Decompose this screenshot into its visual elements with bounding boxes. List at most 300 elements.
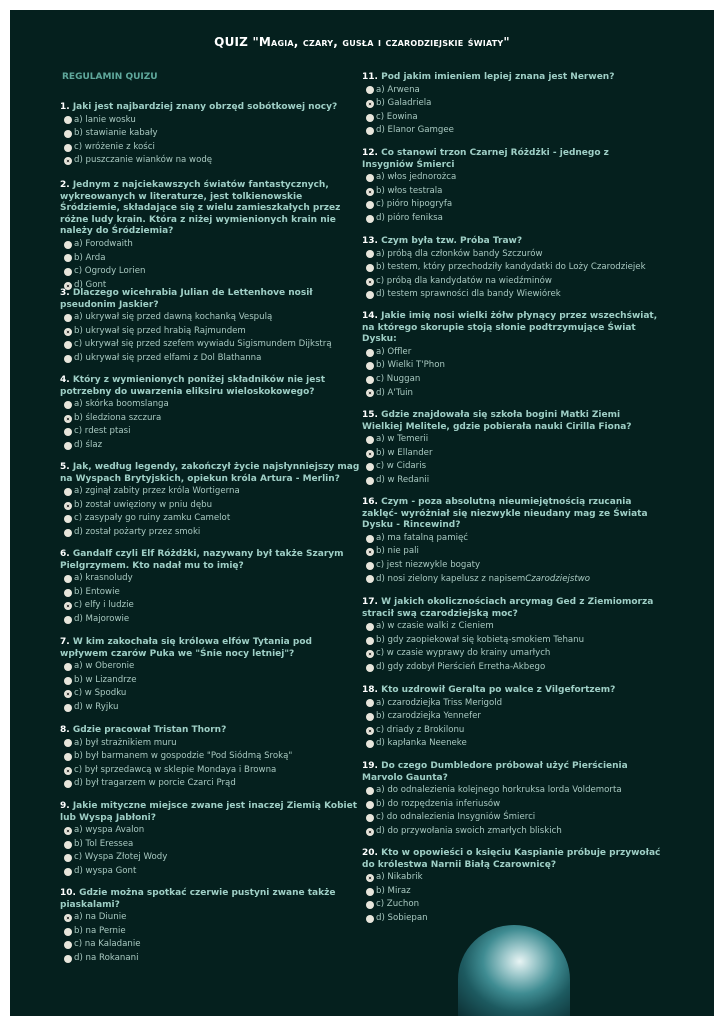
radio-icon[interactable]	[64, 442, 72, 450]
answer-option[interactable]	[362, 111, 662, 125]
answer-option[interactable]	[60, 141, 360, 155]
option-label: b) Wielki T'Phon	[376, 360, 445, 371]
question-text	[362, 848, 662, 871]
question-text	[362, 72, 662, 84]
option-label: a) Arwena	[376, 84, 420, 95]
option-label: c) próbą dla kandydatów na wiedźminów	[376, 275, 552, 286]
answer-option[interactable]	[362, 460, 662, 474]
radio-icon[interactable]	[366, 477, 374, 485]
answer-option[interactable]	[362, 798, 662, 812]
option-label: c) do odnalezienia Insygniów Śmierci	[376, 812, 536, 823]
answer-option[interactable]	[60, 687, 360, 701]
answer-option[interactable]	[362, 784, 662, 798]
question-block	[362, 148, 662, 226]
answer-option[interactable]	[362, 871, 662, 885]
option-label: a) Forodwaith	[74, 238, 133, 249]
option-label: a) lanie wosku	[74, 114, 136, 125]
radio-selected-icon[interactable]	[64, 415, 72, 423]
radio-icon[interactable]	[64, 955, 72, 963]
option-label: b) był barmanem w gospodzie "Pod Siódmą Sroką"	[74, 751, 293, 762]
question-text	[60, 549, 360, 572]
question-label: Gdzie znajdowała się szkoła bogini Matki Ziemi Wielkiej Melitele, gdzie pobierała nauki Cirilla Fiona?	[362, 410, 632, 432]
option-label: b) testem, który przechodziły kandydatki do Loży Czarodziejek	[376, 262, 646, 273]
option-label: a) wyspa Avalon	[74, 825, 145, 836]
question-label: Czym była tzw. Próba Traw?	[381, 236, 523, 246]
answer-option[interactable]	[362, 545, 662, 559]
radio-icon[interactable]	[64, 130, 72, 138]
question-label: Jakie mityczne miejsce zwane jest inaczej Ziemią Kobiet lub Wyspą Jabłoni?	[60, 801, 358, 823]
question-block	[362, 761, 662, 839]
question-block	[362, 597, 662, 675]
answer-option[interactable]	[60, 412, 360, 426]
radio-icon[interactable]	[64, 589, 72, 597]
question-text	[362, 410, 662, 433]
option-label: d) pióro feniksa	[376, 212, 443, 223]
option-label: b) stawianie kabały	[74, 128, 158, 139]
option-label: b) czarodziejka Yennefer	[376, 711, 481, 722]
answer-option[interactable]	[60, 325, 360, 339]
radio-selected-icon[interactable]	[64, 157, 72, 165]
radio-icon[interactable]	[64, 780, 72, 788]
answer-option[interactable]	[362, 647, 662, 661]
radio-icon[interactable]	[64, 575, 72, 583]
answer-option[interactable]	[60, 952, 360, 966]
answer-option[interactable]	[362, 697, 662, 711]
option-label: d) wyspa Gont	[74, 865, 137, 876]
option-label: c) Zuchon	[376, 899, 420, 910]
option-label: b) gdy zaopiekował się kobietą-smokiem Tehanu	[376, 634, 585, 645]
option-label: a) w Temerii	[376, 434, 429, 445]
option-label: d) gdy zdobył Pierścień Erretha-Akbego	[376, 661, 546, 672]
radio-icon[interactable]	[366, 787, 374, 795]
question-number: 11.	[362, 72, 378, 82]
answer-option[interactable]	[60, 851, 360, 865]
radio-icon[interactable]	[64, 401, 72, 409]
radio-selected-icon[interactable]	[366, 188, 374, 196]
question-text	[362, 761, 662, 784]
answer-option[interactable]	[362, 573, 662, 587]
radio-icon[interactable]	[366, 535, 374, 543]
radio-icon[interactable]	[64, 488, 72, 496]
answer-option[interactable]	[60, 674, 360, 688]
question-label: Gdzie można spotkać czerwie pustyni zwane także piaskalami?	[60, 888, 336, 910]
radio-icon[interactable]	[64, 355, 72, 363]
answer-option[interactable]	[60, 777, 360, 791]
answer-option[interactable]	[60, 613, 360, 627]
radio-selected-icon[interactable]	[64, 602, 72, 610]
question-text	[362, 311, 662, 346]
answer-option[interactable]	[362, 198, 662, 212]
radio-icon[interactable]	[64, 268, 72, 276]
option-label: c) w czasie wyprawy do krainy umarłych	[376, 648, 551, 659]
option-label: a) włos jednorożca	[376, 172, 457, 183]
question-block	[362, 311, 662, 400]
question-block	[60, 102, 360, 168]
answer-option[interactable]	[362, 387, 662, 401]
answer-option[interactable]	[60, 265, 360, 279]
question-label: Czym - poza absolutną nieumiejętnością rzucania zaklęć- wyróżniał się niezwykle nieudany mag ze Świata Dysku - Rincewind?	[362, 497, 648, 531]
radio-icon[interactable]	[366, 362, 374, 370]
option-label: a) Offler	[376, 346, 412, 357]
question-number: 12.	[362, 148, 378, 158]
radio-icon[interactable]	[366, 637, 374, 645]
radio-icon[interactable]	[64, 868, 72, 876]
radio-icon[interactable]	[366, 463, 374, 471]
option-label: c) pióro hipogryfa	[376, 199, 453, 210]
answer-option[interactable]	[362, 724, 662, 738]
radio-icon[interactable]	[366, 915, 374, 923]
option-label: c) był sprzedawcą w sklepie Mondaya i Browna	[74, 764, 277, 775]
radio-icon[interactable]	[366, 664, 374, 672]
radio-selected-icon[interactable]	[64, 502, 72, 510]
radio-icon[interactable]	[366, 713, 374, 721]
option-label: a) próbą dla członków bandy Szczurów	[376, 248, 543, 259]
answer-option[interactable]	[362, 212, 662, 226]
question-label: Który z wymienionych poniżej składników nie jest potrzebny do uwarzenia eliksiru wieloskokowego?	[60, 375, 325, 397]
question-number: 17.	[362, 597, 378, 607]
radio-icon[interactable]	[64, 116, 72, 124]
option-label: d) Sobiepan	[376, 912, 428, 923]
radio-icon[interactable]	[366, 801, 374, 809]
question-number: 16.	[362, 497, 378, 507]
question-number: 10.	[60, 888, 76, 898]
radio-selected-icon[interactable]	[366, 874, 374, 882]
question-number: 3.	[60, 288, 70, 298]
answer-option[interactable]	[60, 398, 360, 412]
radio-icon[interactable]	[64, 529, 72, 537]
answer-option[interactable]	[60, 154, 360, 168]
radio-selected-icon[interactable]	[366, 100, 374, 108]
radio-selected-icon[interactable]	[366, 727, 374, 735]
option-label: d) Gont	[74, 279, 107, 290]
option-label: c) zasypały go ruiny zamku Camelot	[74, 513, 231, 524]
question-label: Gandalf czyli Elf Różdżki, nazywany był także Szarym Pielgrzymem. Kto nadał mu to imię?	[60, 549, 344, 571]
option-label: a) w czasie walki z Cieniem	[376, 621, 494, 632]
answer-option[interactable]	[362, 661, 662, 675]
question-block	[60, 180, 360, 292]
answer-option[interactable]	[362, 474, 662, 488]
radio-selected-icon[interactable]	[366, 650, 374, 658]
answer-option[interactable]	[60, 114, 360, 128]
option-label: c) w Spodku	[74, 688, 127, 699]
question-block	[60, 725, 360, 791]
answer-option[interactable]	[60, 660, 360, 674]
answer-option[interactable]	[362, 248, 662, 262]
answer-option[interactable]	[60, 572, 360, 586]
answer-option[interactable]	[362, 710, 662, 724]
question-block	[60, 801, 360, 879]
answer-option[interactable]	[60, 925, 360, 939]
answer-option[interactable]	[362, 84, 662, 98]
question-label: W kim zakochała się królowa elfów Tytania pod wpływem czarów Puka we "Śnie nocy letniej"?	[60, 637, 312, 659]
question-label: Jakie imię nosi wielki żółw płynący przez wszechświat, na którego skorupie stoją słonie podtrzymujące Świat Dysku:	[362, 311, 658, 345]
answer-option[interactable]	[60, 938, 360, 952]
question-number: 2.	[60, 180, 70, 190]
radio-icon[interactable]	[366, 888, 374, 896]
radio-icon[interactable]	[64, 841, 72, 849]
option-label: a) ma fatalną pamięć	[376, 532, 468, 543]
answer-option[interactable]	[362, 359, 662, 373]
radio-icon[interactable]	[366, 575, 374, 583]
radio-icon[interactable]	[366, 814, 374, 822]
radio-icon[interactable]	[64, 428, 72, 436]
option-label: b) włos testrala	[376, 185, 443, 196]
radio-icon[interactable]	[64, 941, 72, 949]
option-label: a) czarodziejka Triss Merigold	[376, 697, 503, 708]
radio-icon[interactable]	[64, 739, 72, 747]
option-label: c) Ogrody Lorien	[74, 266, 146, 277]
option-label: c) ukrywał się przed szefem wywiadu Sigismundem Dijkstrą	[74, 339, 332, 350]
answer-option[interactable]	[362, 171, 662, 185]
radio-icon[interactable]	[366, 215, 374, 223]
rules-link[interactable]: REGULAMIN QUIZU	[62, 72, 158, 82]
answer-option[interactable]	[60, 586, 360, 600]
answer-option[interactable]	[60, 352, 360, 366]
option-label: d) był tragarzem w porcie Czarci Prąd	[74, 778, 236, 789]
option-label: d) został pożarty przez smoki	[74, 526, 201, 537]
option-label: d) ślaz	[74, 439, 103, 450]
answer-option[interactable]	[60, 252, 360, 266]
answer-option[interactable]	[362, 737, 662, 751]
question-text	[362, 236, 662, 248]
radio-icon[interactable]	[366, 699, 374, 707]
answer-option[interactable]	[60, 425, 360, 439]
answer-option[interactable]	[60, 865, 360, 879]
radio-icon[interactable]	[366, 114, 374, 122]
answer-option[interactable]	[60, 439, 360, 453]
option-label: d) na Rokanani	[74, 952, 139, 963]
option-label: d) puszczanie wianków na wodę	[74, 155, 213, 166]
answer-option[interactable]	[60, 599, 360, 613]
question-label: Gdzie pracował Tristan Thorn?	[72, 725, 227, 735]
radio-icon[interactable]	[366, 376, 374, 384]
answer-option[interactable]	[362, 275, 662, 289]
option-label: d) A'Tuin	[376, 387, 414, 398]
radio-icon[interactable]	[64, 854, 72, 862]
option-label: b) do rozpędzenia inferiusów	[376, 798, 501, 809]
question-block	[362, 848, 662, 926]
radio-icon[interactable]	[64, 241, 72, 249]
answer-option[interactable]	[60, 238, 360, 252]
question-number: 19.	[362, 761, 378, 771]
question-block	[60, 288, 360, 366]
option-label: b) w Lizandrze	[74, 674, 137, 685]
answer-option[interactable]	[60, 838, 360, 852]
option-label: c) Wyspa Złotej Wody	[74, 852, 168, 863]
question-text	[362, 148, 662, 171]
question-number: 20.	[362, 848, 378, 858]
question-label: Pod jakim imieniem lepiej znana jest Nerwen?	[381, 72, 615, 82]
answer-option[interactable]	[362, 620, 662, 634]
radio-icon[interactable]	[366, 250, 374, 258]
answer-option[interactable]	[362, 825, 662, 839]
question-block	[362, 685, 662, 751]
radio-selected-icon[interactable]	[64, 690, 72, 698]
answer-option[interactable]	[362, 185, 662, 199]
answer-option[interactable]	[362, 898, 662, 912]
question-label: W jakich okolicznościach arcymag Ged z Ziemiomorza stracił swą czarodziejską moc?	[362, 597, 654, 619]
question-text	[60, 801, 360, 824]
answer-option[interactable]	[362, 912, 662, 926]
question-label: Dlaczego wicehrabia Julian de Lettenhove nosił pseudonim Jaskier?	[60, 288, 313, 310]
option-label: b) ukrywał się przed hrabią Rajmundem	[74, 325, 246, 336]
radio-selected-icon[interactable]	[366, 389, 374, 397]
radio-selected-icon[interactable]	[366, 278, 374, 286]
option-label: a) krasnoludy	[74, 573, 133, 584]
radio-icon[interactable]	[366, 127, 374, 135]
radio-icon[interactable]	[64, 314, 72, 322]
answer-option[interactable]	[362, 288, 662, 302]
question-label: Kto w opowieści o księciu Kaspianie próbuje przywołać do królestwa Narnii Białą Czarownicę?	[362, 848, 661, 870]
radio-icon[interactable]	[366, 291, 374, 299]
question-number: 6.	[60, 549, 70, 559]
answer-option[interactable]	[60, 338, 360, 352]
question-number: 4.	[60, 375, 70, 385]
radio-icon[interactable]	[366, 264, 374, 272]
question-label: Co stanowi trzon Czarnej Różdżki - jednego z Insygniów Śmierci	[362, 148, 609, 170]
option-label: c) driady z Brokilonu	[376, 724, 465, 735]
question-label: Jak, według legendy, zakończył życie najsłynniejszy mag na Wyspach Brytyjskich, opiekun króla Artura - Merlin?	[60, 462, 360, 484]
option-label: d) testem sprawności dla bandy Wiewiórek	[376, 289, 561, 300]
question-text	[60, 888, 360, 911]
radio-selected-icon[interactable]	[366, 828, 374, 836]
radio-icon[interactable]	[366, 740, 374, 748]
radio-icon[interactable]	[366, 436, 374, 444]
answer-option[interactable]	[60, 911, 360, 925]
answer-option[interactable]	[362, 532, 662, 546]
question-number: 8.	[60, 725, 70, 735]
answer-option[interactable]	[60, 737, 360, 751]
option-label: c) w Cidaris	[376, 461, 427, 472]
radio-icon[interactable]	[64, 515, 72, 523]
radio-icon[interactable]	[366, 901, 374, 909]
question-number: 14.	[362, 311, 378, 321]
option-label: d) do przywołania swoich zmarłych bliskich	[376, 825, 562, 836]
radio-selected-icon[interactable]	[366, 548, 374, 556]
question-text	[60, 102, 360, 114]
option-label: b) śledziona szczura	[74, 412, 162, 423]
question-number: 7.	[60, 637, 70, 647]
option-label: c) elfy i ludzie	[74, 600, 134, 611]
radio-selected-icon[interactable]	[64, 767, 72, 775]
answer-option[interactable]	[60, 499, 360, 513]
question-text	[60, 375, 360, 398]
question-label: Do czego Dumbledore próbował użyć Pierścienia Marvolo Gaunta?	[362, 761, 628, 783]
option-label: b) na Pernie	[74, 925, 126, 936]
answer-option[interactable]	[60, 526, 360, 540]
question-number: 18.	[362, 685, 378, 695]
answer-option[interactable]	[362, 885, 662, 899]
question-text	[362, 597, 662, 620]
option-label: d) kapłanka Neeneke	[376, 738, 467, 749]
option-label: a) do odnalezienia kolejnego horkruksa lorda Voldemorta	[376, 785, 622, 796]
answer-option[interactable]	[362, 97, 662, 111]
radio-selected-icon[interactable]	[64, 328, 72, 336]
radio-icon[interactable]	[64, 144, 72, 152]
question-number: 1.	[60, 102, 70, 112]
option-label: b) Arda	[74, 252, 106, 263]
radio-icon[interactable]	[366, 349, 374, 357]
option-label: a) był strażnikiem muru	[74, 737, 177, 748]
answer-option[interactable]	[60, 701, 360, 715]
question-label: Jaki jest najbardziej znany obrzęd sobótkowej nocy?	[72, 102, 338, 112]
option-label: b) Galadriela	[376, 98, 432, 109]
answer-option[interactable]	[362, 811, 662, 825]
radio-icon[interactable]	[366, 86, 374, 94]
option-label: a) Nikabrik	[376, 872, 423, 883]
answer-option[interactable]	[362, 559, 662, 573]
option-label: d) Elanor Gamgee	[376, 125, 454, 136]
question-text	[60, 637, 360, 660]
answer-option[interactable]	[362, 124, 662, 138]
radio-icon[interactable]	[64, 616, 72, 624]
answer-option[interactable]	[60, 311, 360, 325]
answer-option[interactable]	[60, 750, 360, 764]
question-text	[60, 725, 360, 737]
radio-icon[interactable]	[366, 623, 374, 631]
option-label: c) rdest ptasi	[74, 426, 131, 437]
radio-icon[interactable]	[64, 928, 72, 936]
question-block	[60, 462, 360, 540]
answer-option[interactable]	[362, 634, 662, 648]
radio-icon[interactable]	[64, 663, 72, 671]
option-label: c) jest niezwykle bogaty	[376, 559, 481, 570]
radio-icon[interactable]	[64, 254, 72, 262]
answer-option[interactable]	[60, 764, 360, 778]
option-label: d) w Ryjku	[74, 701, 119, 712]
radio-icon[interactable]	[64, 341, 72, 349]
radio-icon[interactable]	[64, 704, 72, 712]
radio-icon[interactable]	[64, 753, 72, 761]
radio-icon[interactable]	[366, 562, 374, 570]
question-block	[60, 637, 360, 715]
question-block	[60, 549, 360, 627]
question-text	[60, 288, 360, 311]
option-label: b) został uwięziony w pniu dębu	[74, 499, 213, 510]
option-label: c) Eowina	[376, 111, 418, 122]
option-label: b) Entowie	[74, 586, 120, 597]
option-label: b) Tol Eressea	[74, 838, 134, 849]
answer-option[interactable]	[60, 127, 360, 141]
answer-option[interactable]	[362, 433, 662, 447]
radio-selected-icon[interactable]	[64, 827, 72, 835]
answer-option[interactable]	[60, 485, 360, 499]
answer-option[interactable]	[362, 373, 662, 387]
radio-icon[interactable]	[64, 677, 72, 685]
radio-icon[interactable]	[366, 201, 374, 209]
option-label: d) w Redanii	[376, 474, 430, 485]
option-label: a) na Diunie	[74, 912, 127, 923]
question-number: 9.	[60, 801, 70, 811]
option-label: a) skórka boomslanga	[74, 399, 169, 410]
radio-selected-icon[interactable]	[64, 914, 72, 922]
answer-option[interactable]	[60, 512, 360, 526]
option-label: c) Nuggan	[376, 373, 421, 384]
answer-option[interactable]	[362, 261, 662, 275]
answer-option[interactable]	[60, 824, 360, 838]
answer-option[interactable]	[362, 447, 662, 461]
answer-option[interactable]	[362, 346, 662, 360]
question-text	[362, 497, 662, 532]
radio-icon[interactable]	[366, 174, 374, 182]
page-title: QUIZ "Magia, czary, gusła i czarodziejskie światy"	[214, 35, 510, 49]
question-block	[60, 888, 360, 966]
question-block	[60, 375, 360, 453]
option-label: d) Majorowie	[74, 613, 130, 624]
option-label: c) wróżenie z kości	[74, 141, 155, 152]
option-label: b) nie pali	[376, 546, 419, 557]
radio-selected-icon[interactable]	[366, 450, 374, 458]
